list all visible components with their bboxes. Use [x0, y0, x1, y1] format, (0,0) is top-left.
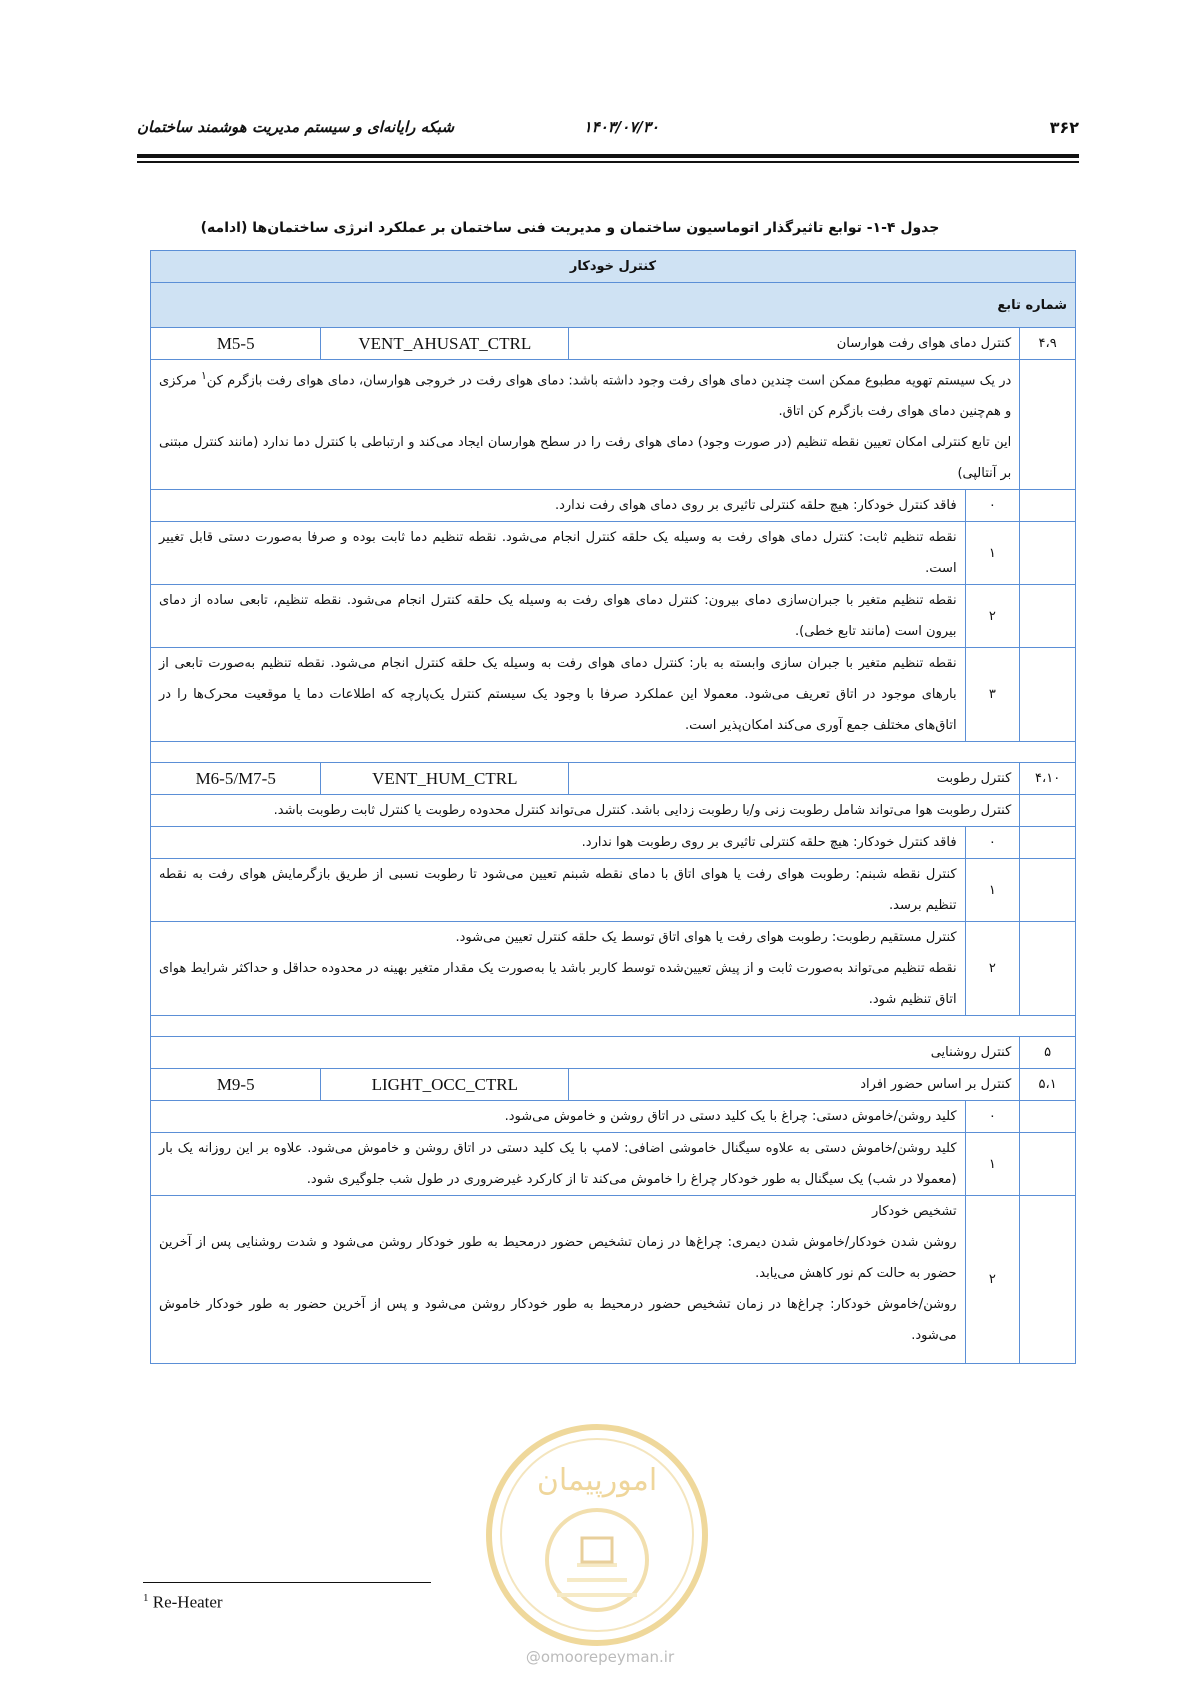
function-id: M5-5 — [151, 328, 321, 360]
level-number: ۲ — [965, 1196, 1020, 1364]
footnote-rule — [143, 1582, 431, 1583]
level-description: نقطه تنظیم ثابت: کنترل دمای هوای رفت به وسیله یک حلقه کنترل انجام می‌شود. نقطه تنظیم دما ثابت بوده و صرفا به‌صورت دستی قابل تغییر است. — [151, 522, 966, 585]
watermark-seal-icon — [482, 1420, 712, 1650]
watermark-brand: امورپیمان — [536, 1463, 658, 1498]
level-description: کلید روشن/خاموش دستی: چراغ با یک کلید دستی در اتاق روشن و خاموش می‌شود. — [151, 1101, 966, 1133]
level-number: ۲ — [965, 922, 1020, 1016]
function-name: کنترل رطوبت — [569, 763, 1020, 795]
level-text: روشن شدن خودکار/خاموش شدن دیمری: چراغ‌ها در زمان تشخیص حضور درمحیط به طور خودکار روشن می‌شود و شدت روشنایی پس از آخرین حضور به حالت کم نور کاهش می‌یابد. — [159, 1235, 957, 1282]
spacer-row — [151, 742, 1076, 763]
description-text: این تابع کنترلی امکان تعیین نقطه تنظیم (در صورت وجود) دمای هوای رفت را در سطح هوارسان ایجاد می‌کند و ارتباطی با کنترل دما ندارد (مانند کنترل مبتنی بر آنتالپی) — [159, 435, 1012, 482]
level-number: ۰ — [965, 827, 1020, 859]
level-description: فاقد کنترل خودکار: هیچ حلقه کنترلی تاثیری بر روی رطوبت هوا ندارد. — [151, 827, 966, 859]
header-rule-thick — [137, 154, 1079, 158]
function-name: کنترل دمای هوای رفت هوارسان — [569, 328, 1020, 360]
level-description: کنترل نقطه شبنم: رطوبت هوای رفت یا هوای اتاق با دمای نقطه شبنم تعیین می‌شود تا رطوبت نسبی از طریق بازگرمایش هوای رفت به نقطه تنظیم برسد. — [151, 859, 966, 922]
footnote-marker: 1 — [143, 1592, 149, 1604]
footnote — [143, 1592, 223, 1613]
function-description — [151, 360, 1020, 490]
header-rule-thin — [137, 161, 1079, 163]
function-number: ۴،۱۰ — [1020, 763, 1076, 795]
level-description: نقطه تنظیم متغیر با جبران‌سازی دمای بیرون: کنترل دمای هوای رفت به وسیله یک حلقه کنترل انجام می‌شود. نقطه تنظیم، تابعی ساده از دمای بیرون است (مانند تابع خطی). — [151, 585, 966, 648]
level-description — [151, 922, 966, 1016]
section-title: کنترل خودکار — [151, 251, 1076, 283]
level-number: ۱ — [965, 522, 1020, 585]
watermark-url: @omoorepeyman.ir — [525, 1648, 675, 1666]
level-description: کلید روشن/خاموش دستی به علاوه سیگنال خاموشی اضافی: لامپ با یک کلید دستی در اتاق روشن و خاموش می‌شود. علاوه بر این روزانه یک بار (معمولا در شب) یک سیگنال به طور خودکار چراغ را خاموش می‌کند تا از کارکرد غیرضروری در طول شب جلوگیری شود. — [151, 1133, 966, 1196]
level-text: تشخیص خودکار — [872, 1204, 957, 1220]
function-name: کنترل روشنایی — [151, 1037, 1020, 1069]
function-number: ۴،۹ — [1020, 328, 1076, 360]
header-date: ۱۴۰۳/۰۷/۳۰ — [583, 118, 659, 136]
footnote-ref: ۱ — [200, 369, 207, 382]
spacer-row — [151, 1016, 1076, 1037]
description-text: در یک سیستم تهویه مطبوع ممکن است چندین دمای هوای رفت وجود داشته باشد: دمای هوای رفت در خروجی هوارسان، دمای هوای رفت بازگرم کن — [206, 373, 1012, 389]
table-caption: جدول ۴-۱- توابع تاثیرگذار اتوماسیون ساختمان و مدیریت فنی ساختمان بر عملکرد انرژی ساختمان‌ها (ادامه) — [200, 220, 940, 236]
header-title: شبکه رایانه‌ای و سیستم مدیریت هوشمند ساختمان — [137, 118, 455, 136]
function-code: VENT_HUM_CTRL — [321, 763, 569, 795]
function-code: VENT_AHUSAT_CTRL — [321, 328, 569, 360]
function-id: M6-5/M7-5 — [151, 763, 321, 795]
function-number: ۵ — [1020, 1037, 1076, 1069]
function-number-header: شماره تابع — [151, 283, 1076, 328]
level-number: ۰ — [965, 490, 1020, 522]
function-id: M9-5 — [151, 1069, 321, 1101]
level-number: ۰ — [965, 1101, 1020, 1133]
level-description — [151, 1196, 966, 1364]
footnote-text: Re-Heater — [152, 1592, 223, 1612]
level-number: ۱ — [965, 1133, 1020, 1196]
level-text: نقطه تنظیم می‌تواند به‌صورت ثابت و از پیش تعیین‌شده توسط کاربر باشد یا به‌صورت یک مقدار متغیر بهینه در محدوده حداقل و حداکثر شرایط هوای اتاق تنظیم شود. — [159, 961, 957, 1008]
level-description: فاقد کنترل خودکار: هیچ حلقه کنترلی تاثیری بر روی دمای هوای رفت ندارد. — [151, 490, 966, 522]
function-number: ۵،۱ — [1020, 1069, 1076, 1101]
level-text: روشن/خاموش خودکار: چراغ‌ها در زمان تشخیص حضور درمحیط به طور خودکار روشن می‌شود و پس از آخرین حضور به طور خودکار خاموش می‌شود. — [159, 1297, 957, 1344]
functions-table — [150, 250, 1076, 1364]
level-text: کنترل مستقیم رطوبت: رطوبت هوای رفت یا هوای اتاق توسط یک حلقه کنترل تعیین می‌شود. — [455, 930, 957, 946]
level-number: ۱ — [965, 859, 1020, 922]
description-text: مرکزی و هم‌چنین دمای هوای رفت بازگرم کن اتاق. — [159, 373, 1012, 420]
level-number: ۲ — [965, 585, 1020, 648]
page-header — [137, 118, 1079, 142]
function-name: کنترل بر اساس حضور افراد — [569, 1069, 1020, 1101]
function-code: LIGHT_OCC_CTRL — [321, 1069, 569, 1101]
function-description: کنترل رطوبت هوا می‌تواند شامل رطوبت زنی و/یا رطوبت زدایی باشد. کنترل می‌تواند کنترل محدوده رطوبت یا کنترل ثابت رطوبت باشد. — [151, 795, 1020, 827]
page-number: ۳۶۲ — [1049, 118, 1079, 137]
level-description: نقطه تنظیم متغیر با جبران سازی وابسته به بار: کنترل دمای هوای رفت به وسیله یک حلقه کنترل انجام می‌شود. نقطه تنظیم به‌صورت تابعی از بارهای موجود در اتاق تعریف می‌شود. معمولا این عملکرد صرفا با وجود یک سیستم کنترل یک‌پارچه که اطلاعات دما یا موقعیت محرک‌ها را در اتاق‌های مختلف جمع آوری می‌کند امکان‌پذیر است. — [151, 648, 966, 742]
level-number: ۳ — [965, 648, 1020, 742]
